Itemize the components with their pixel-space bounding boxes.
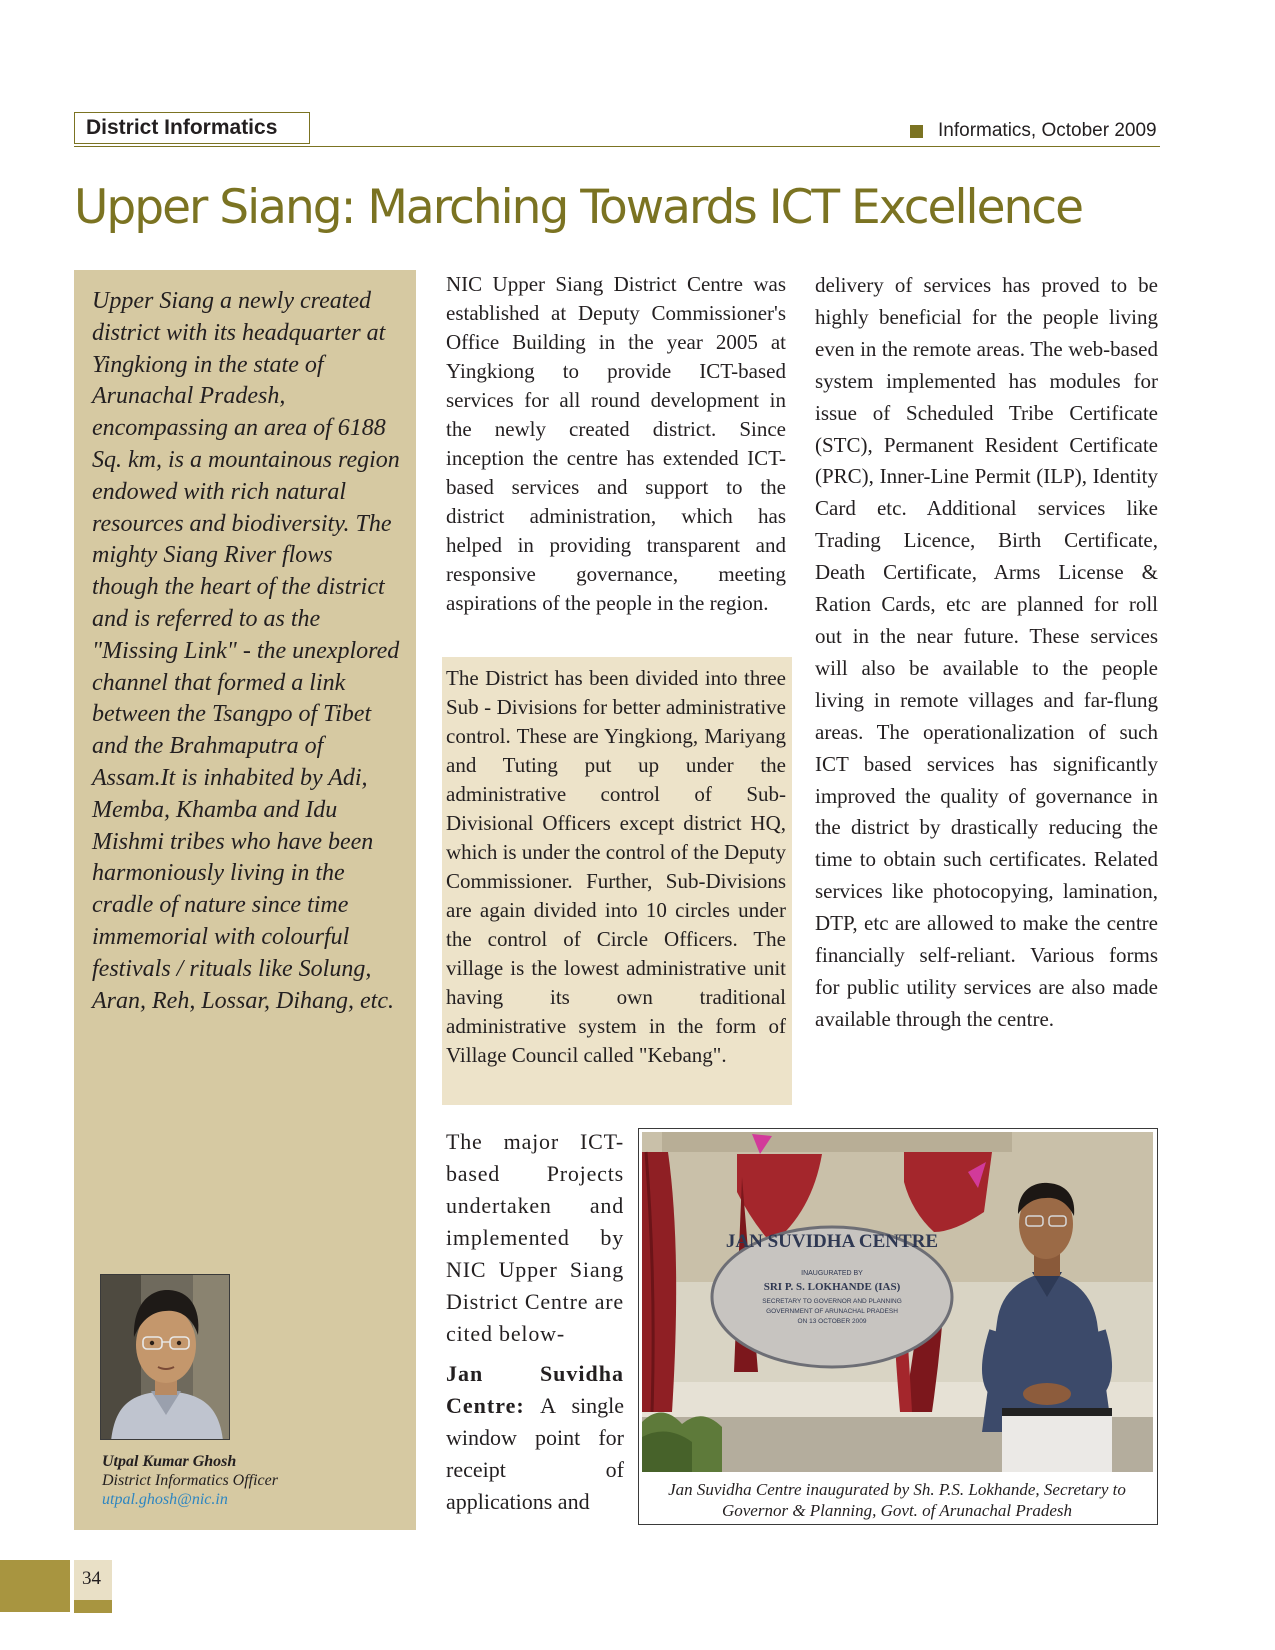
photo-figure	[638, 1128, 1158, 1525]
author-name: Utpal Kumar Ghosh	[102, 1453, 237, 1470]
body-paragraph-3: delivery of services has proved to be highly beneficial for the people living even in the remote areas. The web-based system implemented has modules for issue of Scheduled Tribe Certificate (STC), Permanent Resident Certificate (PRC), Inner-Line Permit (ILP), Identity Card etc. Additional services like Trading Licence, Birth Certificate, Death Certificate, Arms License & Ration Cards, etc are planned for roll out in the near future. These services will also be available to the people living in remote villages and far-flung areas. The operationalization of such ICT based services has significantly improved the quality of governance in the district by drastically reducing the time to obtain such certificates. Related services like photocopying, lamination, DTP, etc are allowed to make the centre financially self-reliant. Various forms for public utility services are also made available through the centre.	[815, 273, 1158, 1031]
issue-marker-icon	[910, 125, 923, 138]
plaque-line-4: GOVERNMENT OF ARUNACHAL PRADESH	[766, 1308, 898, 1315]
author-role: District Informatics Officer	[102, 1472, 278, 1489]
plaque-title: JAN SUVIDHA CENTRE	[725, 1231, 939, 1252]
author-email-link[interactable]: utpal.ghosh@nic.in	[102, 1491, 228, 1508]
jan-suvidha-heading: Jan Suvidha Centre:	[446, 1361, 624, 1418]
section-label: District Informatics	[74, 112, 310, 144]
body-paragraph-4: The major ICT-based Projects undertaken and implemented by NIC Upper Siang District Centre are cited below-	[446, 1129, 624, 1346]
body-paragraph-5	[446, 1358, 624, 1518]
article-title: Upper Siang: Marching Towards ICT Excellence	[74, 180, 1083, 235]
body-paragraph-2: The District has been divided into three Sub - Divisions for better administrative control. These are Yingkiong, Mariyang and Tuting put up under the administrative control of Sub-Divisional Officers except district HQ, which is under the control of the Deputy Commissioner. Further, Sub-Divisions are again divided into 10 circles under the control of Circle Officers. The village is the lowest administrative unit having its own traditional administrative system in the form of Village Council called "Kebang".	[446, 666, 786, 1067]
photo-caption: Jan Suvidha Centre inaugurated by Sh. P.S. Lokhande, Secretary to Governor & Planning, Govt. of Arunachal Pradesh	[668, 1480, 1126, 1520]
plaque-line-2: SRI P. S. LOKHANDE (IAS)	[763, 1281, 901, 1293]
author-photo	[100, 1274, 230, 1440]
issue-label: Informatics, October 2009	[938, 120, 1157, 141]
page-footer-strip	[74, 1600, 112, 1613]
page-footer-block	[0, 1560, 70, 1612]
header-rule	[74, 146, 1160, 147]
intro-text: Upper Siang a newly created district with its headquarter at Yingkiong in the state of Arunachal Pradesh, encompassing an area of 6188 Sq. km, is a mountainous region endowed with rich natural resources and biodiversity. The mighty Siang River flows though the heart of the district and is referred to as the "Missing Link" - the unexplored channel that formed a link between the Tsangpo of Tibet and the Brahmaputra of Assam.It is inhabited by Adi, Memba, Khamba and Idu Mishmi tribes who have been harmoniously living in the cradle of nature since time immemorial with colourful festivals / rituals like Solung, Aran, Reh, Lossar, Dihang, etc.	[92, 288, 400, 1014]
body-paragraph-1: NIC Upper Siang District Centre was established at Deputy Commissioner's Office Building in the year 2005 at Yingkiong to provide ICT-based services for all round development in the newly created district. Since inception the centre has extended ICT-based services and support to the district administration, which has helped in providing transparent and responsive governance, meeting aspirations of the people in the region.	[446, 272, 786, 615]
inauguration-photo	[642, 1132, 1153, 1472]
jan-suvidha-text: A single window point for receipt of applications and	[446, 1393, 624, 1514]
plaque-line-3: SECRETARY TO GOVERNOR AND PLANNING	[762, 1298, 902, 1305]
plaque-line-5: ON 13 OCTOBER 2009	[797, 1318, 867, 1325]
plaque-line-1: INAUGURATED BY	[801, 1270, 863, 1277]
page-number: 34	[82, 1568, 101, 1589]
